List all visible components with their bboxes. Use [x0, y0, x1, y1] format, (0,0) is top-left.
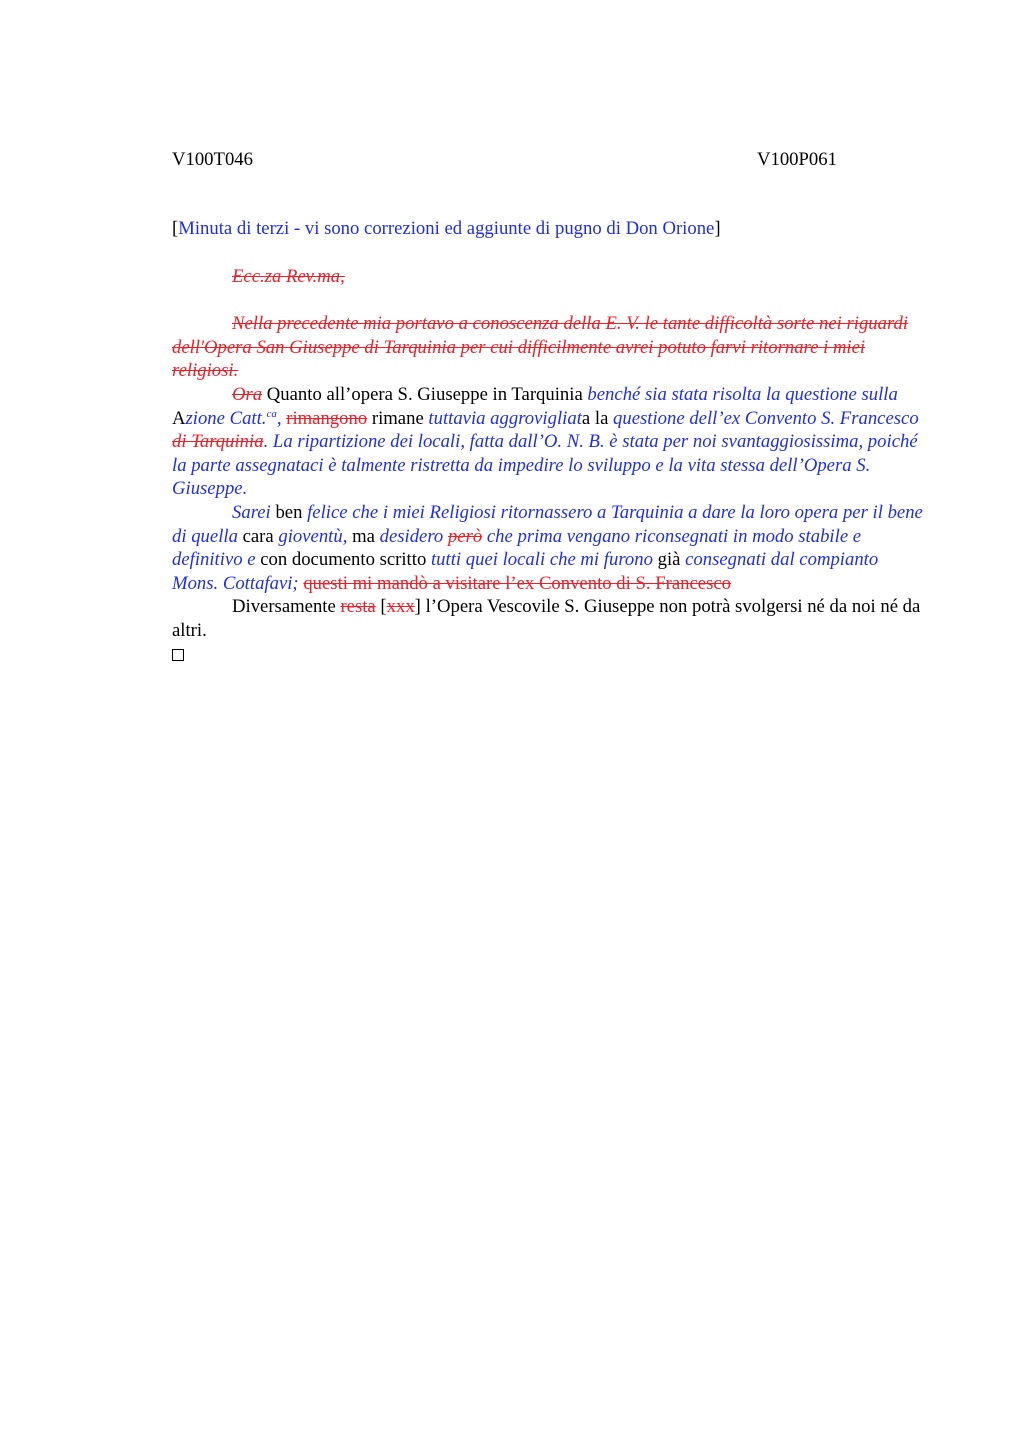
- added-text: tutti quei locali che mi furono: [430, 549, 653, 571]
- bracket-close: ]: [714, 218, 721, 239]
- deleted-word: xxx: [386, 596, 415, 618]
- text-run: Quanto all’opera S. Giuseppe in Tarquinia: [262, 383, 588, 405]
- text-run: con documento scritto: [255, 549, 431, 571]
- deleted-word: resta: [340, 596, 376, 618]
- added-text: consegnati dal compianto Mons. Cottafavi;: [172, 549, 879, 594]
- added-text: desidero: [379, 525, 448, 547]
- text-run: ben: [270, 501, 308, 523]
- text-run: a la: [581, 407, 614, 429]
- editorial-note: [172, 217, 924, 241]
- deleted-word: però: [447, 525, 483, 547]
- deleted-text: Nella precedente mia portavo a conoscenza della E. V. le tante difficoltà sorte nei riguardi dell'Opera San Giuseppe di Tarquinia per cui difficilmente avrei potuto farvi ritornare i miei religiosi.: [172, 313, 909, 382]
- text-run: cara: [237, 525, 279, 547]
- paragraph-diversamente: [172, 595, 924, 642]
- bracket-open: [: [172, 218, 179, 239]
- added-text: questione dell’ex Convento S. Francesco: [613, 407, 919, 429]
- editorial-note-text: Minuta di terzi - vi sono correzioni ed aggiunte di pugno di Don Orione: [178, 218, 715, 239]
- deleted-word: rimangono: [286, 407, 368, 429]
- superscript-text: ca: [266, 407, 277, 420]
- salutation: [172, 265, 924, 289]
- added-text: . La ripartizione dei locali, fatta dall’O. N. B. è stata per noi svantaggiosissima, poiché la parte assegnataci è talmente ristretta da impedire lo sviluppo e la vita stessa dell’Opera S. Giuseppe.: [172, 431, 918, 500]
- text-run: già: [652, 549, 686, 571]
- added-text: ,: [276, 407, 282, 429]
- added-text: gioventù,: [278, 525, 348, 547]
- paragraph-religiosi: [172, 501, 924, 595]
- paragraph-opera-san-giuseppe: [172, 383, 924, 501]
- page-code-right: V100P061: [757, 149, 837, 170]
- text-run: rimane: [367, 407, 429, 429]
- added-text: benché sia stata risolta la questione sulla: [587, 383, 898, 405]
- added-text: felice che i miei Religiosi ritornassero a Tarquinia a dare la loro opera per il bene di quella: [172, 501, 923, 547]
- added-text: Sarei: [232, 501, 271, 523]
- deleted-salutation: Ecc.za Rev.ma,: [232, 265, 345, 287]
- text-run: ] l’Opera Vescovile S. Giuseppe non potrà svolgersi né da noi né da altri.: [172, 596, 921, 641]
- deleted-text: questi mi mandò a visitare l’ex Convento di S. Francesco: [303, 572, 731, 594]
- text-run: Diversamente: [232, 596, 341, 618]
- added-text: che prima vengano riconsegnati in modo stabile e definitivo e: [172, 525, 862, 571]
- deleted-word: Ora: [232, 383, 263, 405]
- text-run: [: [375, 596, 387, 618]
- document-body: [172, 217, 924, 667]
- added-text: tuttavia aggrovigliat: [428, 407, 582, 429]
- text-run: A: [172, 407, 186, 429]
- text-run: ma: [347, 525, 380, 547]
- document-code-left: V100T046: [172, 149, 253, 170]
- deleted-word: di Tarquinia: [172, 431, 264, 453]
- paragraph-deleted-intro: [172, 312, 924, 383]
- end-marker: [172, 643, 924, 668]
- added-text: zione Catt.: [185, 407, 267, 429]
- checkbox-icon: [172, 649, 184, 661]
